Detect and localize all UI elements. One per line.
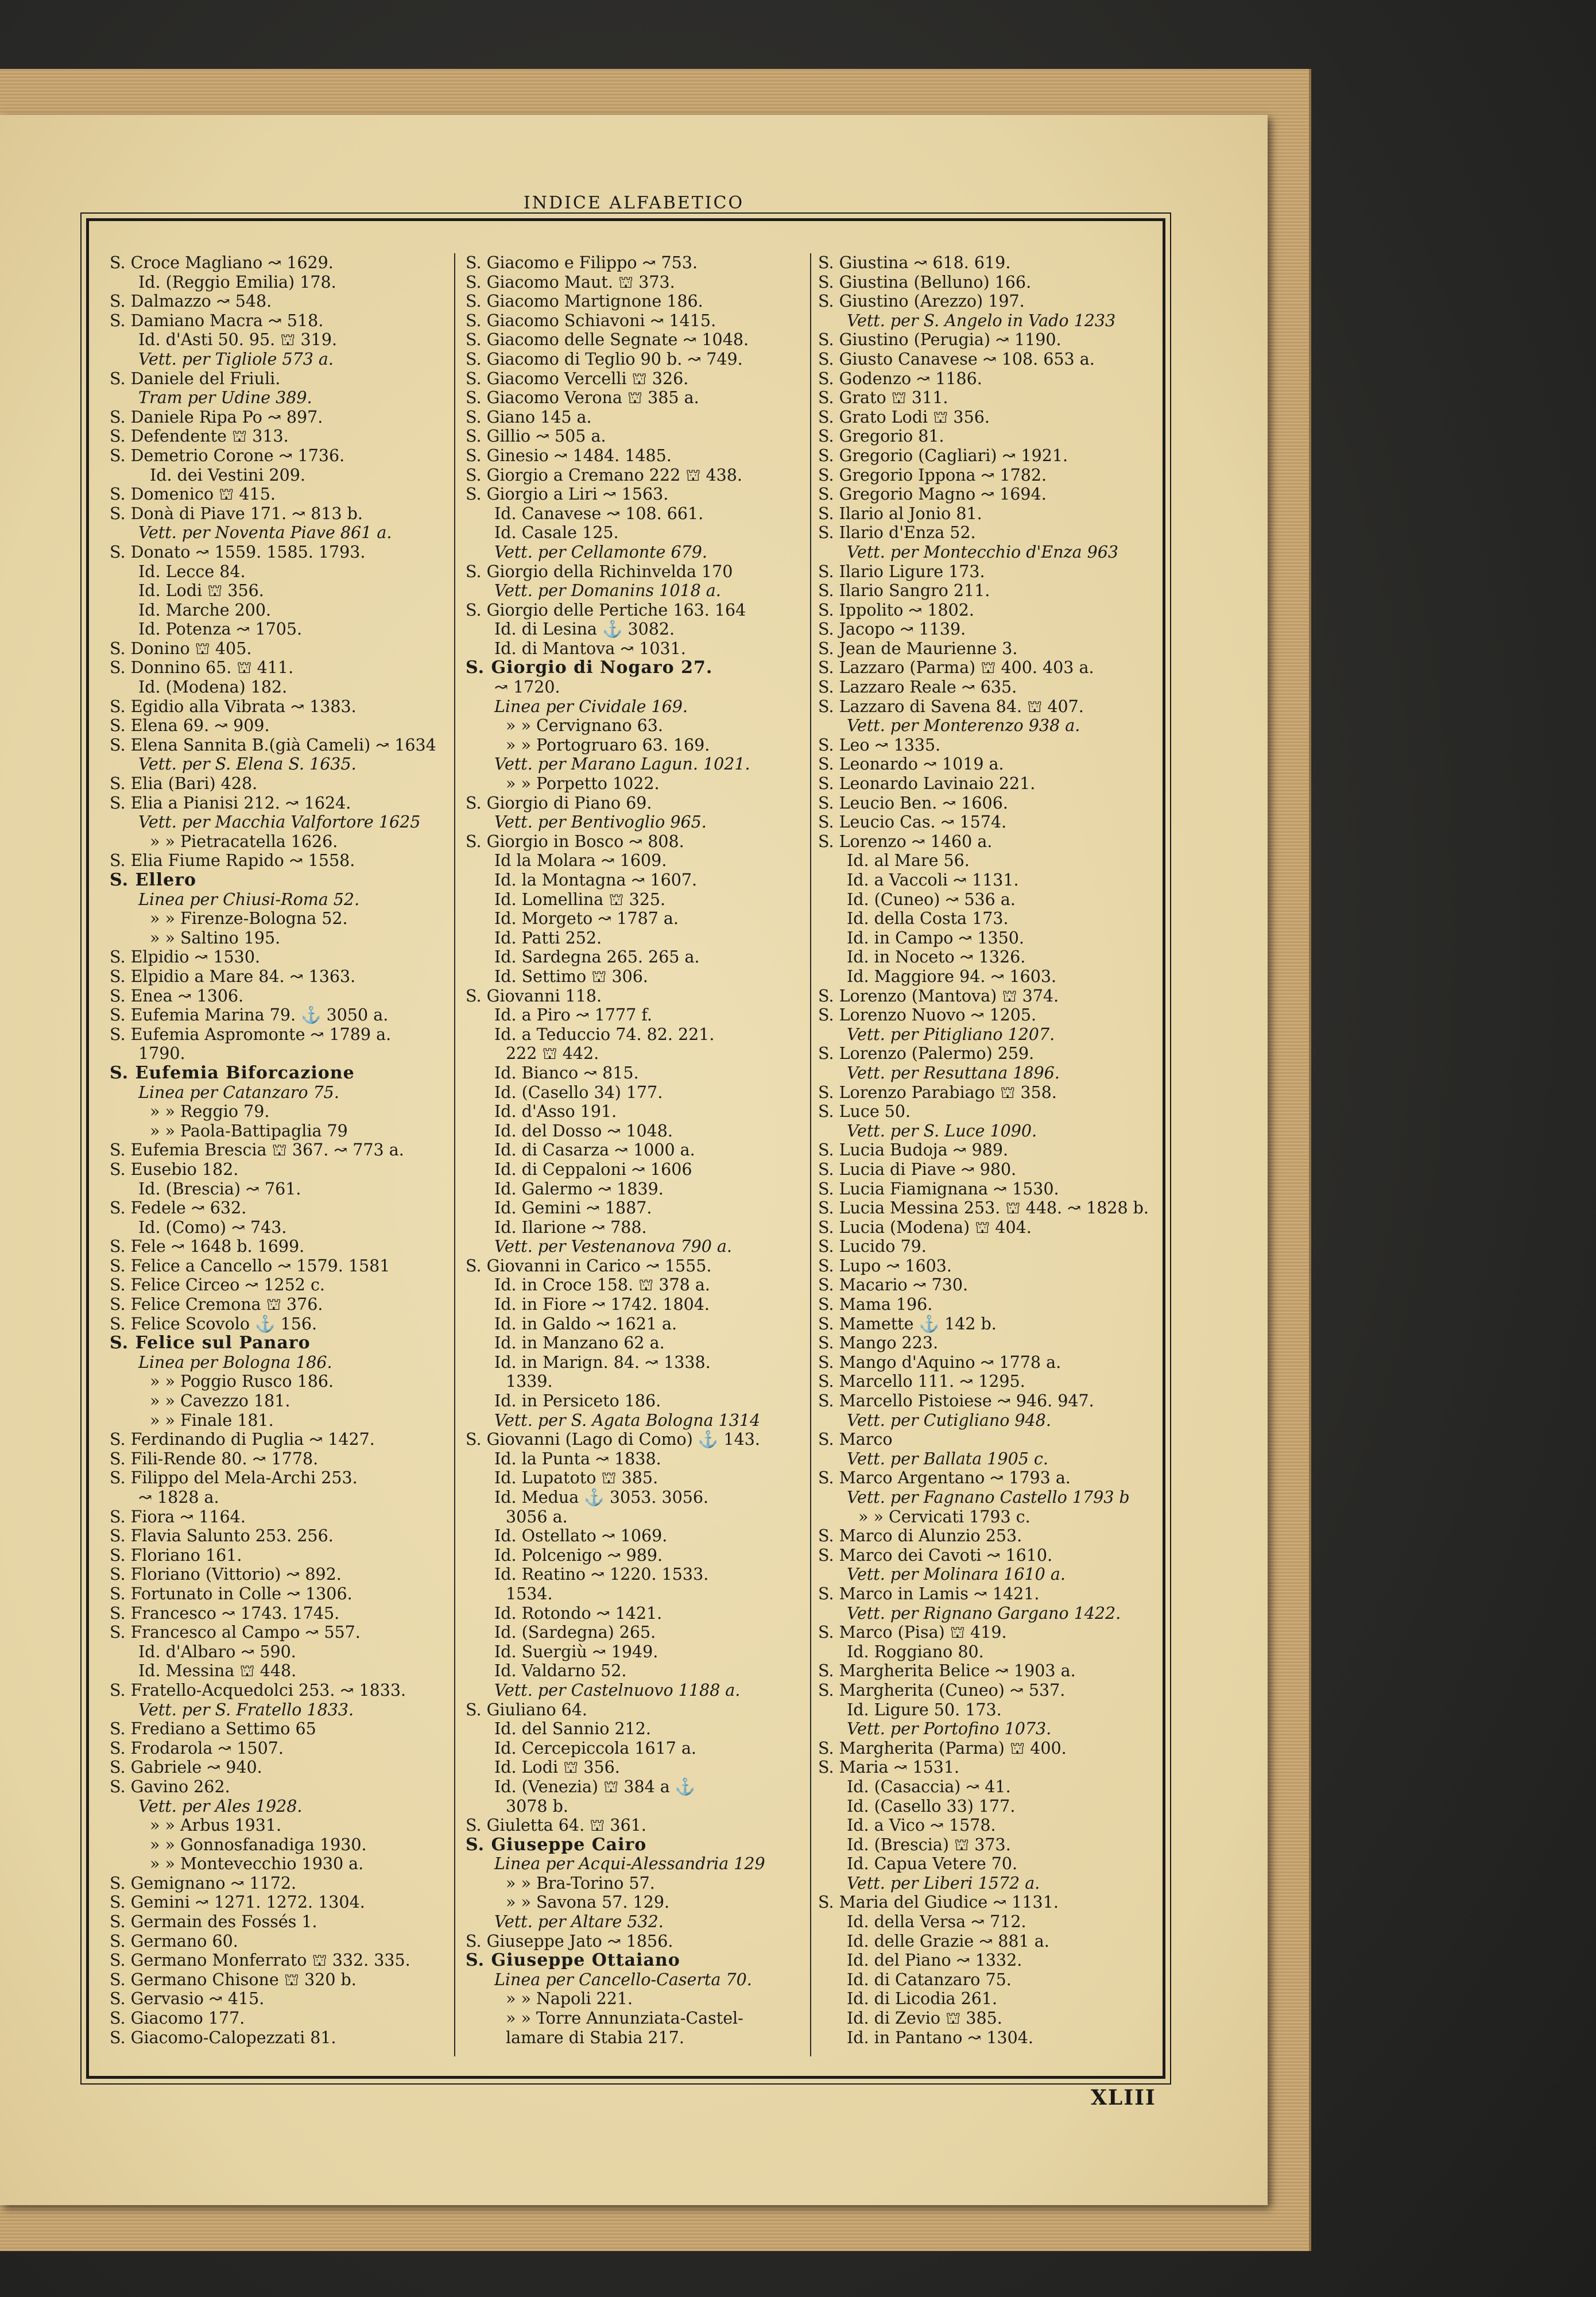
index-entry: Vett. per Altare 532. — [494, 1912, 664, 1932]
index-entry: S. Giovanni in Carico ↝ 1555. — [466, 1256, 712, 1275]
index-entry: S. Germano Chisone ⛫ 320 b. — [110, 1970, 357, 1989]
index-entry: Vett. per Macchia Valfortore 1625 — [138, 813, 421, 832]
index-entry: Id. (Casello 34) 177. — [494, 1082, 663, 1102]
index-entry: Vett. per S. Luce 1090. — [847, 1121, 1037, 1140]
index-entry: Id. a Piro ↝ 1777 f. — [494, 1006, 652, 1025]
index-entry: Id. (Casello 33) 177. — [847, 1796, 1016, 1816]
index-entry: Vett. per S. Angelo in Vado 1233 — [847, 311, 1116, 330]
index-entry: S. Elena 69. ↝ 909. — [110, 716, 270, 736]
index-entry: S. Giuseppe Cairo — [466, 1835, 647, 1855]
index-entry: Id. (Casaccia) ↝ 41. — [847, 1777, 1011, 1796]
index-entry: Id. Canavese ↝ 108. 661. — [494, 504, 704, 523]
index-entry: S. Germain des Fossés 1. — [110, 1912, 317, 1932]
index-entry: Id. Suergiù ↝ 1949. — [494, 1642, 658, 1661]
index-entry: Vett. per Liberi 1572 a. — [847, 1873, 1040, 1893]
index-entry: S. Demetrio Corone ↝ 1736. — [110, 446, 345, 465]
index-entry: Vett. per Cellamonte 679. — [494, 542, 707, 562]
index-entry: S. Giacomo Maut. ⛫ 373. — [466, 272, 675, 292]
index-entry: Id. la Punta ↝ 1838. — [494, 1449, 661, 1468]
index-entry: S. Gabriele ↝ 940. — [110, 1758, 262, 1777]
index-entry: Id. in Pantano ↝ 1304. — [847, 2028, 1033, 2047]
index-entry: S. Elena Sannita B.(già Cameli) ↝ 1634 — [110, 735, 436, 755]
index-entry: S. Giano 145 a. — [466, 407, 592, 427]
index-entry: S. Gemignano ↝ 1172. — [110, 1873, 297, 1893]
index-entry: S. Lucia di Piave ↝ 980. — [818, 1159, 1017, 1179]
index-entry: Id. Ostellato ↝ 1069. — [494, 1526, 668, 1546]
index-entry: S. Gemini ↝ 1271. 1272. 1304. — [110, 1893, 365, 1912]
index-entry: Vett. per Monterenzo 938 a. — [847, 716, 1080, 736]
index-entry: Id. (Reggio Emilia) 178. — [138, 272, 336, 292]
index-entry: Id. di Zevio ⛫ 385. — [847, 2009, 1002, 2028]
index-entry: Id. (Brescia) ⛫ 373. — [847, 1835, 1011, 1854]
index-entry: S. Eufemia Marina 79. ⚓ 3050 a. — [110, 1006, 389, 1025]
running-title: INDICE ALFABETICO — [523, 193, 745, 213]
index-entry: S. Maria ↝ 1531. — [818, 1758, 960, 1777]
index-entry: S. Fili-Rende 80. ↝ 1778. — [110, 1449, 319, 1468]
index-entry: S. Giacomo Verona ⛫ 385 a. — [466, 388, 699, 408]
index-entry: Id. Reatino ↝ 1220. 1533. — [494, 1565, 709, 1584]
index-entry: Id. Potenza ↝ 1705. — [138, 620, 303, 639]
index-entry: S. Leo ↝ 1335. — [818, 735, 941, 755]
index-entry: » » Cervicati 1793 c. — [858, 1507, 1031, 1526]
index-entry: S. Luce 50. — [818, 1102, 911, 1122]
index-entry: S. Frediano a Settimo 65 — [110, 1719, 316, 1739]
index-entry: Id. (Venezia) ⛫ 384 a ⚓ — [494, 1777, 696, 1796]
index-entry: Id. di Licodia 261. — [847, 1989, 998, 2009]
index-entry: Id. Valdarno 52. — [494, 1661, 627, 1681]
index-entry: S. Flavia Salunto 253. 256. — [110, 1526, 334, 1546]
index-entry: S. Lucia Fiamignana ↝ 1530. — [818, 1179, 1059, 1198]
index-entry: » » Cavezzo 181. — [150, 1391, 290, 1411]
index-entry: S. Gregorio Magno ↝ 1694. — [818, 485, 1047, 504]
index-entry: » » Savona 57. 129. — [506, 1893, 670, 1912]
index-entry: S. Elpidio ↝ 1530. — [110, 948, 261, 967]
index-entry: Vett. per Noventa Piave 861 a. — [138, 523, 392, 543]
index-entry: Id. (Modena) 182. — [138, 678, 288, 697]
index-entry: 222 ⛫ 442. — [506, 1044, 599, 1064]
index-column-2 — [466, 253, 811, 2056]
index-entry: S. Ippolito ↝ 1802. — [818, 600, 974, 620]
index-entry: S. Eusebio 182. — [110, 1159, 239, 1179]
index-entry: S. Floriano (Vittorio) ↝ 892. — [110, 1565, 342, 1584]
index-entry: 3078 b. — [506, 1796, 568, 1816]
index-entry: Vett. per Pitigliano 1207. — [847, 1024, 1055, 1044]
index-entry: » » Poggio Rusco 186. — [150, 1372, 334, 1391]
index-entry: S. Lorenzo Nuovo ↝ 1205. — [818, 1006, 1037, 1025]
index-entry: Vett. per Portofino 1073. — [847, 1719, 1052, 1739]
index-entry: Id. di Lesina ⚓ 3082. — [494, 620, 675, 639]
index-entry: S. Gillio ↝ 505 a. — [466, 427, 606, 446]
index-entry: S. Giuseppe Jato ↝ 1856. — [466, 1931, 673, 1951]
index-entry: Id. d'Asti 50. 95. ⛫ 319. — [138, 330, 338, 350]
index-entry: S. Elpidio a Mare 84. ↝ 1363. — [110, 966, 356, 986]
index-entry: S. Filippo del Mela-Archi 253. — [110, 1468, 358, 1488]
index-entry: S. Fratello-Acquedolci 253. ↝ 1833. — [110, 1680, 406, 1700]
index-entry: Id. la Montagna ↝ 1607. — [494, 871, 698, 890]
index-entry: S. Godenzo ↝ 1186. — [818, 369, 982, 388]
index-entry: S. Mango d'Aquino ↝ 1778 a. — [818, 1352, 1062, 1372]
index-entry: S. Mango 223. — [818, 1333, 939, 1353]
index-entry: S. Margherita Belice ↝ 1903 a. — [818, 1661, 1076, 1681]
index-entry: S. Leucio Ben. ↝ 1606. — [818, 793, 1008, 813]
index-entry: S. Francesco al Campo ↝ 557. — [110, 1623, 361, 1642]
index-entry: S. Donato ↝ 1559. 1585. 1793. — [110, 542, 366, 562]
index-entry: S. Macario ↝ 730. — [818, 1275, 969, 1295]
index-entry: S. Giuliano 64. — [466, 1700, 587, 1719]
index-entry: S. Ferdinando di Puglia ↝ 1427. — [110, 1430, 375, 1449]
index-entry: Id. Cercepiccola 1617 a. — [494, 1738, 696, 1758]
index-entry: Id. del Piano ↝ 1332. — [847, 1951, 1022, 1970]
index-entry: Id. a Vaccoli ↝ 1131. — [847, 871, 1019, 890]
index-entry: S. Giacomo Martignone 186. — [466, 292, 703, 311]
index-entry: S. Marco Argentano ↝ 1793 a. — [818, 1468, 1071, 1488]
index-entry: ↝ 1828 a. — [138, 1488, 219, 1507]
index-entry: S. Egidio alla Vibrata ↝ 1383. — [110, 697, 357, 716]
index-entry: S. Donnino 65. ⛫ 411. — [110, 658, 294, 678]
index-entry: » » Firenze-Bologna 52. — [150, 909, 348, 929]
index-entry: Id. (Brescia) ↝ 761. — [138, 1179, 301, 1198]
index-entry: S. Fedele ↝ 632. — [110, 1198, 247, 1218]
index-entry: » » Cervignano 63. — [506, 716, 663, 736]
index-entry: Id. Morgeto ↝ 1787 a. — [494, 909, 679, 929]
index-entry: Id. Lodi ⛫ 356. — [138, 581, 264, 601]
index-column-3 — [818, 253, 1163, 2047]
index-entry: S. Grato Lodi ⛫ 356. — [818, 407, 990, 427]
index-entry: S. Ilario al Jonio 81. — [818, 504, 982, 523]
index-entry: S. Elia a Pianisi 212. ↝ 1624. — [110, 793, 351, 813]
index-entry: Id. Sardegna 265. 265 a. — [494, 948, 700, 967]
index-entry: » » Portogruaro 63. 169. — [506, 735, 710, 755]
index-entry: S. Fele ↝ 1648 b. 1699. — [110, 1237, 305, 1256]
index-entry: S. Ilario Ligure 173. — [818, 562, 985, 581]
index-entry: 1534. — [506, 1584, 553, 1603]
index-entry: Id. della Costa 173. — [847, 909, 1009, 929]
page-number: XLIII — [1091, 2086, 1156, 2110]
index-entry: Vett. per Ales 1928. — [138, 1796, 303, 1816]
index-entry: S. Eufemia Aspromonte ↝ 1789 a. — [110, 1024, 392, 1044]
index-entry: Vett. per Tigliole 573 a. — [138, 349, 334, 369]
index-entry: S. Giacomo di Teglio 90 b. ↝ 749. — [466, 349, 743, 369]
index-entry: Id. (Cuneo) ↝ 536 a. — [847, 890, 1016, 909]
index-entry: S. Giorgio della Richinvelda 170 — [466, 562, 733, 581]
index-entry: S. Giorgio in Bosco ↝ 808. — [466, 832, 684, 851]
index-entry: S. Elia (Bari) 428. — [110, 774, 258, 794]
index-entry: S. Gregorio (Cagliari) ↝ 1921. — [818, 446, 1068, 465]
index-entry: S. Germano 60. — [110, 1931, 238, 1951]
index-entry: S. Maria del Giudice ↝ 1131. — [818, 1893, 1059, 1912]
index-entry: Vett. per Castelnuovo 1188 a. — [494, 1680, 741, 1700]
index-entry: S. Lorenzo (Mantova) ⛫ 374. — [818, 986, 1059, 1006]
index-entry: 3056 a. — [506, 1507, 568, 1526]
index-entry: S. Felice Cremona ⛫ 376. — [110, 1295, 323, 1314]
index-entry: Id. in Galdo ↝ 1621 a. — [494, 1314, 677, 1333]
index-entry: Id. della Versa ↝ 712. — [847, 1912, 1026, 1932]
index-entry: S. Marcello 111. ↝ 1295. — [818, 1372, 1025, 1391]
index-entry: Id. Marche 200. — [138, 600, 272, 620]
index-entry: S. Lazzaro Reale ↝ 635. — [818, 678, 1017, 697]
index-entry: » » Porpetto 1022. — [506, 774, 660, 794]
index-entry: » » Saltino 195. — [150, 928, 281, 948]
index-entry: S. Donino ⛫ 405. — [110, 639, 252, 658]
index-entry: S. Leonardo Lavinaio 221. — [818, 774, 1036, 794]
index-entry: S. Marco di Alunzio 253. — [818, 1526, 1022, 1546]
index-entry: S. Eufemia Biforcazione — [110, 1063, 355, 1083]
index-entry: » » Bra-Torino 57. — [506, 1873, 655, 1893]
index-entry: S. Lucia Messina 253. ⛫ 448. ↝ 1828 b. — [818, 1198, 1149, 1218]
index-entry: 1339. — [506, 1372, 553, 1391]
index-entry: Tram per Udine 389. — [138, 388, 312, 408]
index-entry: S. Frodarola ↝ 1507. — [110, 1738, 284, 1758]
index-entry: S. Daniele Ripa Po ↝ 897. — [110, 407, 323, 427]
index-entry: S. Giustina ↝ 618. 619. — [818, 253, 1011, 272]
index-entry: Id. Patti 252. — [494, 928, 602, 948]
index-entry: Id. Polcenigo ↝ 989. — [494, 1545, 663, 1565]
index-entry: S. Gregorio 81. — [818, 427, 944, 446]
index-entry: S. Donà di Piave 171. ↝ 813 b. — [110, 504, 363, 523]
index-entry: S. Enea ↝ 1306. — [110, 986, 244, 1006]
index-entry: S. Lupo ↝ 1603. — [818, 1256, 952, 1275]
index-entry: Id. di Catanzaro 75. — [847, 1970, 1012, 1989]
index-entry: Id. in Croce 158. ⛫ 378 a. — [494, 1275, 710, 1295]
index-entry: Id. di Casarza ↝ 1000 a. — [494, 1140, 695, 1160]
index-entry: Id. d'Asso 191. — [494, 1102, 617, 1122]
index-entry: Id. delle Grazie ↝ 881 a. — [847, 1931, 1049, 1951]
index-entry: S. Margherita (Parma) ⛫ 400. — [818, 1738, 1067, 1758]
index-entry: Vett. per Vestenanova 790 a. — [494, 1237, 732, 1256]
index-entry: Vett. per Bentivoglio 965. — [494, 813, 707, 832]
index-entry: S. Felice a Cancello ↝ 1579. 1581 — [110, 1256, 390, 1275]
index-entry: S. Marco in Lamis ↝ 1421. — [818, 1584, 1040, 1603]
index-entry: S. Giovanni 118. — [466, 986, 602, 1006]
index-entry: Id. Messina ⛫ 448. — [138, 1661, 297, 1681]
index-entry: Linea per Acqui-Alessandria 129 — [494, 1854, 765, 1874]
index-entry: S. Giorgio di Nogaro 27. — [466, 658, 713, 678]
index-entry: S. Leonardo ↝ 1019 a. — [818, 755, 1004, 774]
index-entry: S. Giorgio delle Pertiche 163. 164 — [466, 600, 746, 620]
index-entry: Id. Ligure 50. 173. — [847, 1700, 1002, 1719]
index-entry: Vett. per Montecchio d'Enza 963 — [847, 542, 1118, 562]
index-entry: S. Giuletta 64. ⛫ 361. — [466, 1816, 646, 1835]
index-entry: 1790. — [138, 1044, 185, 1064]
index-entry: S. Giorgio a Liri ↝ 1563. — [466, 485, 669, 504]
index-entry: S. Lazzaro (Parma) ⛫ 400. 403 a. — [818, 658, 1094, 678]
index-entry: S. Jacopo ↝ 1139. — [818, 620, 966, 639]
index-entry: Vett. per S. Agata Bologna 1314 — [494, 1410, 761, 1430]
index-entry: S. Croce Magliano ↝ 1629. — [110, 253, 334, 272]
index-entry: S. Domenico ⛫ 415. — [110, 485, 276, 504]
index-entry: S. Lucido 79. — [818, 1237, 927, 1256]
index-entry: Vett. per Cutigliano 948. — [847, 1410, 1051, 1430]
index-entry: Vett. per Marano Lagun. 1021. — [494, 755, 750, 774]
index-entry: » » Arbus 1931. — [150, 1816, 282, 1835]
index-column-1 — [110, 253, 455, 2056]
index-entry: S. Giacomo e Filippo ↝ 753. — [466, 253, 698, 272]
index-entry: S. Lorenzo Parabiago ⛫ 358. — [818, 1082, 1057, 1102]
index-entry: S. Giovanni (Lago di Como) ⚓ 143. — [466, 1430, 760, 1449]
index-entry: S. Damiano Macra ↝ 518. — [110, 311, 324, 330]
index-entry: Id. Settimo ⛫ 306. — [494, 966, 648, 986]
index-entry: S. Jean de Maurienne 3. — [818, 639, 1018, 658]
index-entry: Id. Capua Vetere 70. — [847, 1854, 1018, 1874]
index-entry: Id. (Como) ↝ 743. — [138, 1217, 287, 1237]
index-entry: Id. a Vico ↝ 1578. — [847, 1816, 996, 1835]
index-entry: Id. (Sardegna) 265. — [494, 1623, 656, 1642]
index-entry: S. Ellero — [110, 871, 197, 890]
index-entry: Id. Lomellina ⛫ 325. — [494, 890, 666, 909]
index-entry: Linea per Catanzaro 75. — [138, 1082, 339, 1102]
index-entry: S. Giuseppe Ottaiano — [466, 1951, 680, 1970]
index-entry: S. Gregorio Ippona ↝ 1782. — [818, 465, 1047, 485]
index-entry: S. Grato ⛫ 311. — [818, 388, 948, 408]
index-entry: ↝ 1720. — [494, 678, 560, 697]
index-entry: Vett. per Domanins 1018 a. — [494, 581, 721, 601]
index-entry: S. Marco dei Cavoti ↝ 1610. — [818, 1545, 1053, 1565]
index-entry: Id. a Teduccio 74. 82. 221. — [494, 1024, 715, 1044]
index-entry: S. Felice sul Panaro — [110, 1333, 311, 1353]
index-entry: S. Gervasio ↝ 415. — [110, 1989, 265, 2009]
index-entry: Id. al Mare 56. — [847, 851, 970, 871]
index-entry: Id. in Noceto ↝ 1326. — [847, 948, 1026, 967]
index-entry: S. Daniele del Friuli. — [110, 369, 281, 388]
index-entry: Id. Lecce 84. — [138, 562, 246, 581]
index-entry: S. Lazzaro di Savena 84. ⛫ 407. — [818, 697, 1084, 716]
index-entry: Vett. per Resuttana 1896. — [847, 1063, 1060, 1082]
index-entry: S. Giacomo Schiavoni ↝ 1415. — [466, 311, 716, 330]
index-entry: » » Finale 181. — [150, 1410, 274, 1430]
index-frame — [86, 218, 1165, 2079]
index-entry: S. Lorenzo ↝ 1460 a. — [818, 832, 993, 851]
index-entry: Linea per Cancello-Caserta 70. — [494, 1970, 752, 1989]
index-entry: Id. Ilarione ↝ 788. — [494, 1217, 647, 1237]
index-entry: Id. del Dosso ↝ 1048. — [494, 1121, 673, 1140]
index-entry: S. Giorgio di Piano 69. — [466, 793, 652, 813]
index-entry: » » Gonnosfanadiga 1930. — [150, 1835, 367, 1854]
index-entry: S. Fiora ↝ 1164. — [110, 1507, 246, 1526]
index-entry: S. Fortunato in Colle ↝ 1306. — [110, 1584, 352, 1603]
index-entry: Id. in Marign. 84. ↝ 1338. — [494, 1352, 711, 1372]
index-entry: S. Giacomo Vercelli ⛫ 326. — [466, 369, 689, 388]
index-entry: S. Ilario Sangro 211. — [818, 581, 990, 601]
index-entry: Id. di Ceppaloni ↝ 1606 — [494, 1159, 692, 1179]
index-entry: S. Mama 196. — [818, 1295, 933, 1314]
index-entry: » » Reggio 79. — [150, 1102, 270, 1122]
index-entry: Vett. per Rignano Gargano 1422. — [847, 1603, 1121, 1623]
index-entry: S. Mamette ⚓ 142 b. — [818, 1314, 997, 1333]
index-entry: Id. d'Albaro ↝ 590. — [138, 1642, 296, 1661]
index-entry: Id. di Mantova ↝ 1031. — [494, 639, 686, 658]
index-entry: Id. Lodi ⛫ 356. — [494, 1758, 620, 1777]
index-entry: S. Lucia Budoja ↝ 989. — [818, 1140, 1009, 1160]
index-entry: Id. Casale 125. — [494, 523, 619, 543]
index-entry: S. Elia Fiume Rapido ↝ 1558. — [110, 851, 355, 871]
index-entry: Linea per Chiusi-Roma 52. — [138, 890, 360, 909]
index-entry: Id. Maggiore 94. ↝ 1603. — [847, 966, 1057, 986]
index-entry: Vett. per S. Elena S. 1635. — [138, 755, 357, 774]
index-entry: » » Torre Annunziata-Castel- — [506, 2009, 743, 2028]
index-entry: » » Napoli 221. — [506, 1989, 633, 2009]
index-entry: S. Margherita (Cuneo) ↝ 537. — [818, 1680, 1066, 1700]
index-entry: S. Marco — [818, 1430, 893, 1449]
index-entry: S. Marco (Pisa) ⛫ 419. — [818, 1623, 1007, 1642]
index-entry: Id. Rotondo ↝ 1421. — [494, 1603, 663, 1623]
index-entry: Id. Medua ⚓ 3053. 3056. — [494, 1488, 709, 1507]
index-entry: Id. Bianco ↝ 815. — [494, 1063, 639, 1082]
index-entry: Vett. per Ballata 1905 c. — [847, 1449, 1048, 1468]
index-entry: Id. dei Vestini 209. — [150, 465, 305, 485]
index-entry: Id. in Fiore ↝ 1742. 1804. — [494, 1295, 710, 1314]
index-entry: Id. in Manzano 62 a. — [494, 1333, 665, 1353]
index-entry: S. Eufemia Brescia ⛫ 367. ↝ 773 a. — [110, 1140, 404, 1160]
index-entry: S. Ginesio ↝ 1484. 1485. — [466, 446, 672, 465]
index-entry: » » Pietracatella 1626. — [150, 832, 338, 851]
index-entry: S. Felice Circeo ↝ 1252 c. — [110, 1275, 325, 1295]
index-entry: Linea per Bologna 186. — [138, 1352, 332, 1372]
index-entry: S. Floriano 161. — [110, 1545, 242, 1565]
index-entry: Vett. per S. Fratello 1833. — [138, 1700, 354, 1719]
index-entry: S. Francesco ↝ 1743. 1745. — [110, 1603, 340, 1623]
index-entry: S. Felice Scovolo ⚓ 156. — [110, 1314, 317, 1333]
index-entry: S. Leucio Cas. ↝ 1574. — [818, 813, 1007, 832]
index-entry: S. Giorgio a Cremano 222 ⛫ 438. — [466, 465, 742, 485]
index-entry: S. Ilario d'Enza 52. — [818, 523, 976, 543]
index-entry: S. Lucia (Modena) ⛫ 404. — [818, 1217, 1032, 1237]
index-entry: S. Giacomo 177. — [110, 2009, 245, 2028]
index-entry: S. Giacomo delle Segnate ↝ 1048. — [466, 330, 749, 350]
index-entry: Vett. per Fagnano Castello 1793 b — [847, 1488, 1130, 1507]
index-entry: S. Giustina (Belluno) 166. — [818, 272, 1032, 292]
index-entry: S. Dalmazzo ↝ 548. — [110, 292, 272, 311]
index-entry: S. Giacomo-Calopezzati 81. — [110, 2028, 336, 2047]
index-entry: Id. Lupatoto ⛫ 385. — [494, 1468, 658, 1488]
index-entry: » » Montevecchio 1930 a. — [150, 1854, 364, 1874]
index-entry: » » Paola-Battipaglia 79 — [150, 1121, 348, 1140]
index-entry: S. Gavino 262. — [110, 1777, 230, 1796]
index-entry: S. Giusto Canavese ↝ 108. 653 a. — [818, 349, 1095, 369]
index-entry: Id. in Campo ↝ 1350. — [847, 928, 1024, 948]
index-entry: Linea per Cividale 169. — [494, 697, 688, 716]
index-entry: Vett. per Molinara 1610 a. — [847, 1565, 1066, 1584]
index-entry: S. Marcello Pistoiese ↝ 946. 947. — [818, 1391, 1094, 1411]
index-entry: S. Lorenzo (Palermo) 259. — [818, 1044, 1035, 1064]
index-entry: Id la Molara ↝ 1609. — [494, 851, 667, 871]
index-entry: Id. Galermo ↝ 1839. — [494, 1179, 664, 1198]
index-entry: lamare di Stabia 217. — [506, 2028, 684, 2047]
index-entry: S. Giustino (Perugia) ↝ 1190. — [818, 330, 1062, 350]
index-entry: S. Defendente ⛫ 313. — [110, 427, 289, 446]
index-entry: Id. del Sannio 212. — [494, 1719, 651, 1739]
index-entry: Id. in Persiceto 186. — [494, 1391, 661, 1411]
index-entry: Id. Roggiano 80. — [847, 1642, 984, 1661]
index-entry: S. Germano Monferrato ⛫ 332. 335. — [110, 1951, 410, 1970]
index-entry: Id. Gemini ↝ 1887. — [494, 1198, 652, 1218]
index-entry: S. Giustino (Arezzo) 197. — [818, 292, 1025, 311]
